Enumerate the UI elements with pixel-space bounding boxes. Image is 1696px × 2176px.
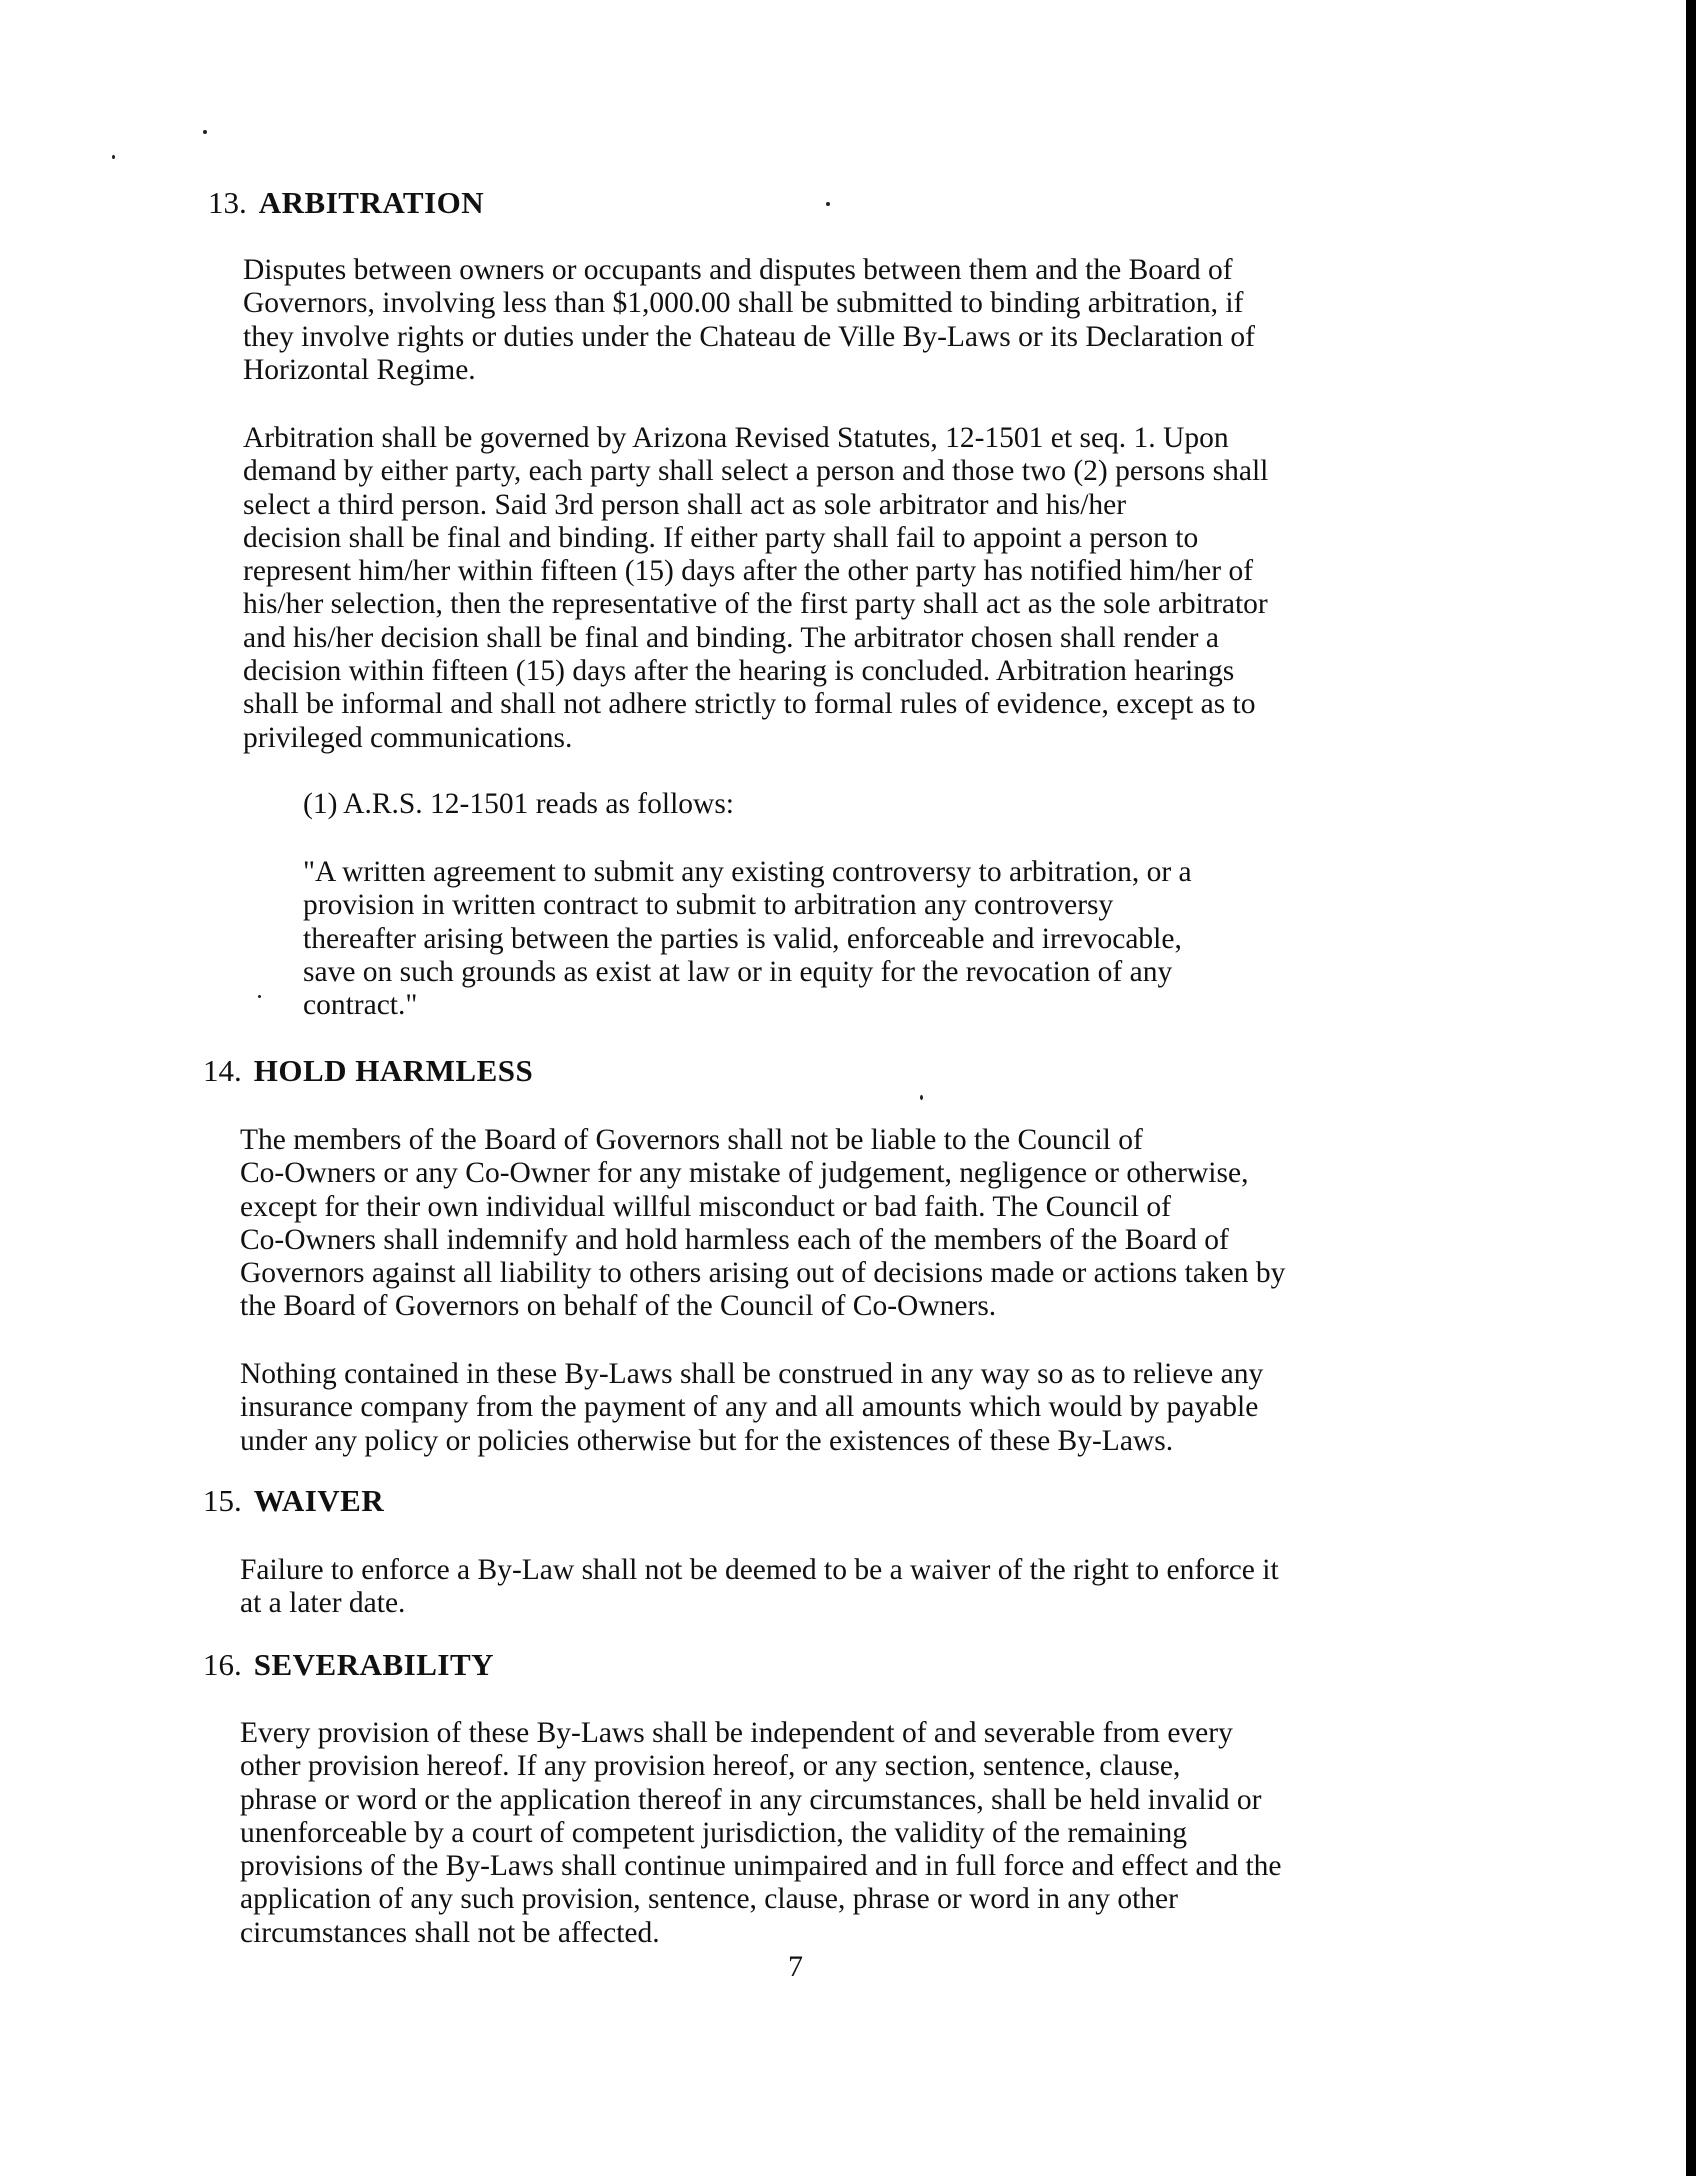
section-number: 14.	[203, 1053, 242, 1088]
page-number: 7	[788, 1950, 803, 1983]
statute-quote: "A written agreement to submit any existing controversy to arbitration, or a provision in written contract to submit to arbitration any controversy thereafter arising between the parties is valid, enforceable and irrevocable, save on such grounds as exist at law or in equity for the revocation of any contract."	[303, 856, 1192, 1022]
section-13-paragraph-2: Arbitration shall be governed by Arizona Revised Statutes, 12-1501 et seq. 1. Upon demand by either party, each party shall select a person and those two (2) persons shall select a third person. Said 3rd person shall act as sole arbitrator and his/her decision shall be final and binding. If either party shall fail to appoint a person to represent him/her within fifteen (15) days after the other party has notified him/her of his/her selection, then the representative of the first party shall act as the sole arbitrator and his/her decision shall be final and binding. The arbitrator chosen shall render a decision within fifteen (15) days after the hearing is concluded. Arbitration hearings shall be informal and shall not adhere strictly to formal rules of evidence, except as to privileged communications.	[243, 422, 1269, 754]
scan-speck	[920, 1095, 923, 1100]
scan-speck	[826, 202, 830, 206]
section-16-heading	[203, 1647, 494, 1683]
section-title: WAIVER	[253, 1483, 385, 1518]
scan-speck	[112, 155, 115, 159]
section-title: ARBITRATION	[258, 185, 485, 220]
section-16-paragraph-1: Every provision of these By-Laws shall be independent of and severable from every other provision hereof. If any provision hereof, or any section, sentence, clause, phrase or word or the application thereof in any circumstances, shall be held invalid or unenforceable by a court of competent jurisdiction, the validity of the remaining provisions of the By-Laws shall continue unimpaired and in full force and effect and the application of any such provision, sentence, clause, phrase or word in any other circumstances shall not be affected.	[240, 1717, 1282, 1949]
section-number: 15.	[203, 1483, 242, 1518]
footnote-intro: (1) A.R.S. 12-1501 reads as follows:	[303, 788, 734, 820]
scan-speck	[258, 995, 261, 998]
section-15-heading	[203, 1483, 384, 1519]
section-14-heading	[203, 1053, 533, 1089]
section-14-paragraph-2: Nothing contained in these By-Laws shall be construed in any way so as to relieve any insurance company from the payment of any and all amounts which would by payable under any policy or policies otherwise but for the existences of these By-Laws.	[240, 1358, 1264, 1457]
section-title: SEVERABILITY	[253, 1647, 495, 1682]
scan-page-edge	[1686, 0, 1696, 2176]
section-13-paragraph-1: Disputes between owners or occupants and disputes between them and the Board of Governors, involving less than $1,000.00 shall be submitted to binding arbitration, if they involve rights or duties under the Chateau de Ville By-Laws or its Declaration of Horizontal Regime.	[243, 254, 1255, 386]
section-15-paragraph-1: Failure to enforce a By-Law shall not be deemed to be a waiver of the right to enforce it at a later date.	[240, 1554, 1279, 1620]
section-number: 16.	[203, 1647, 242, 1682]
section-title: HOLD HARMLESS	[253, 1053, 534, 1088]
section-13-heading	[208, 185, 484, 221]
section-14-paragraph-1: The members of the Board of Governors shall not be liable to the Council of Co-Owners or any Co-Owner for any mistake of judgement, negligence or otherwise, except for their own individual willful misconduct or bad faith. The Council of Co-Owners shall indemnify and hold harmless each of the members of the Board of Governors against all liability to others arising out of decisions made or actions taken by the Board of Governors on behalf of the Council of Co-Owners.	[240, 1124, 1286, 1323]
scan-speck	[203, 130, 207, 134]
section-number: 13.	[208, 185, 247, 220]
